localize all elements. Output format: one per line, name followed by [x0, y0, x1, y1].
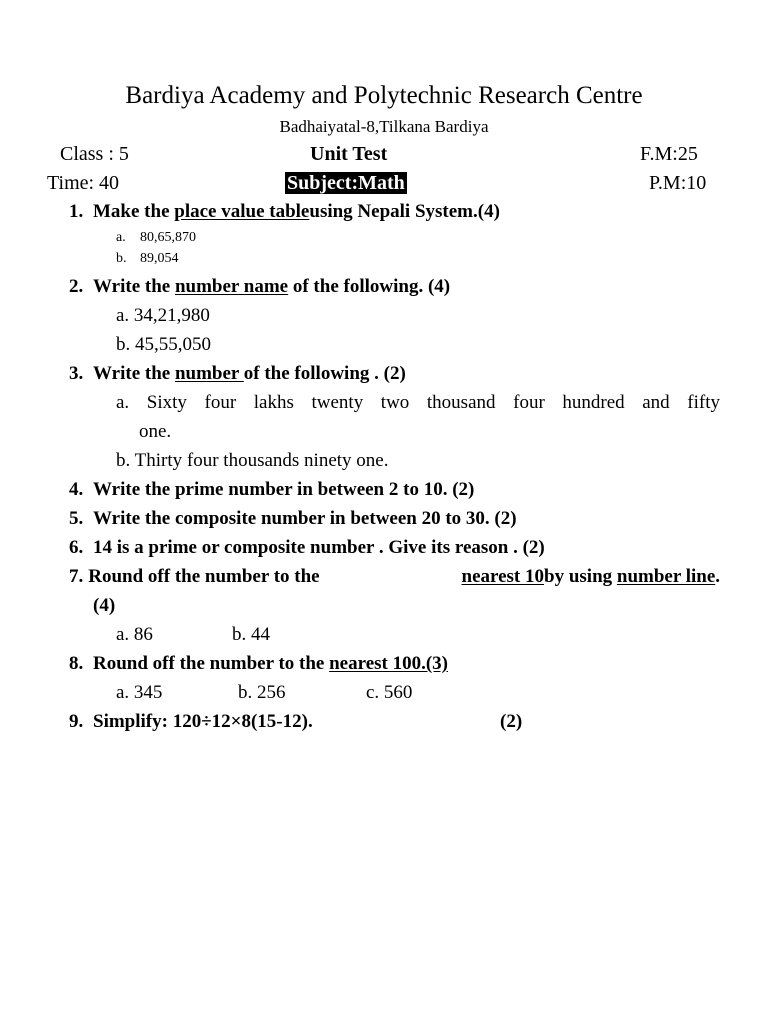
- q3-option-b: b. Thirty four thousands ninety one.: [116, 450, 389, 471]
- q9-marks: (2): [500, 711, 523, 732]
- pass-marks: P.M:10: [649, 172, 707, 194]
- q7-option-b: b. 44: [232, 624, 270, 645]
- option-text: 80,65,870: [140, 230, 196, 245]
- subject-highlight: Subject:Math: [287, 172, 405, 194]
- question-number: 1.: [69, 201, 84, 222]
- exam-time: Time: 40: [47, 172, 120, 194]
- question-8: [69, 653, 448, 675]
- question-number: 7.: [69, 566, 84, 587]
- institution-name: Bardiya Academy and Polytechnic Research Centre: [125, 82, 643, 109]
- q7-marks: (4): [93, 595, 116, 616]
- q8-option-b: b. 256: [238, 682, 286, 703]
- q1-option-b: [116, 251, 179, 267]
- question-text: Write the: [93, 276, 175, 297]
- question-7-body: [88, 566, 720, 588]
- underlined-text: nearest 100.(3): [329, 653, 449, 674]
- question-9: [69, 711, 313, 733]
- question-number: 3.: [69, 363, 84, 384]
- question-text: Write the: [93, 363, 175, 384]
- underlined-text: nearest 10: [461, 566, 545, 587]
- question-text: Make the: [93, 201, 175, 222]
- option-marker: a.: [116, 230, 126, 245]
- question-text: of the following. (4): [288, 276, 451, 297]
- exam-type: Unit Test: [310, 143, 388, 165]
- question-number: 8.: [69, 653, 84, 674]
- q2-option-a: a. 34,21,980: [116, 305, 210, 326]
- underlined-text: number name: [174, 276, 289, 297]
- question-6: [69, 537, 545, 559]
- question-1: [69, 201, 500, 223]
- question-number: 2.: [69, 276, 84, 297]
- institution-address: Badhaiyatal-8,Tilkana Bardiya: [279, 117, 489, 136]
- question-text: Write the prime number in between 2 to 10. (2): [93, 479, 475, 500]
- underlined-text: place value table: [174, 201, 310, 222]
- question-number: 6.: [69, 537, 84, 558]
- full-marks: F.M:25: [640, 143, 698, 165]
- option-text: 89,054: [140, 251, 179, 266]
- question-number: 4.: [69, 479, 84, 500]
- question-text: Write the composite number in between 20 to 30. (2): [93, 508, 517, 529]
- question-text: Round off the number to the: [88, 566, 320, 587]
- question-text: of the following . (2): [243, 363, 406, 384]
- question-text: by using: [544, 566, 617, 587]
- underlined-text: number line: [616, 566, 716, 587]
- question-2: [69, 276, 450, 298]
- subject-label: [285, 172, 407, 195]
- q3-option-a-line1: a. Sixty four lakhs twenty two thousand four hundred and fifty: [116, 392, 720, 413]
- class-label: Class : 5: [60, 143, 129, 165]
- q3-option-a-line2: one.: [139, 421, 172, 442]
- q1-option-a: [116, 230, 196, 246]
- question-3: [69, 363, 406, 385]
- underlined-text: number: [174, 363, 244, 384]
- question-text: 14 is a prime or composite number . Give its reason . (2): [93, 537, 545, 558]
- question-text: using Nepali System.(4): [309, 201, 500, 222]
- q2-option-b: b. 45,55,050: [116, 334, 211, 355]
- question-5: [69, 508, 517, 530]
- q8-option-a: a. 345: [116, 682, 163, 703]
- q7-option-a: a. 86: [116, 624, 153, 645]
- question-4: [69, 479, 474, 501]
- option-marker: b.: [116, 251, 127, 266]
- question-text: Round off the number to the: [93, 653, 330, 674]
- question-text: Simplify: 120÷12×8(15-12).: [93, 711, 313, 732]
- question-number: 5.: [69, 508, 84, 529]
- q8-option-c: c. 560: [366, 682, 413, 703]
- question-number: 9.: [69, 711, 84, 732]
- question-7: [69, 566, 720, 588]
- question-text: .: [715, 566, 720, 587]
